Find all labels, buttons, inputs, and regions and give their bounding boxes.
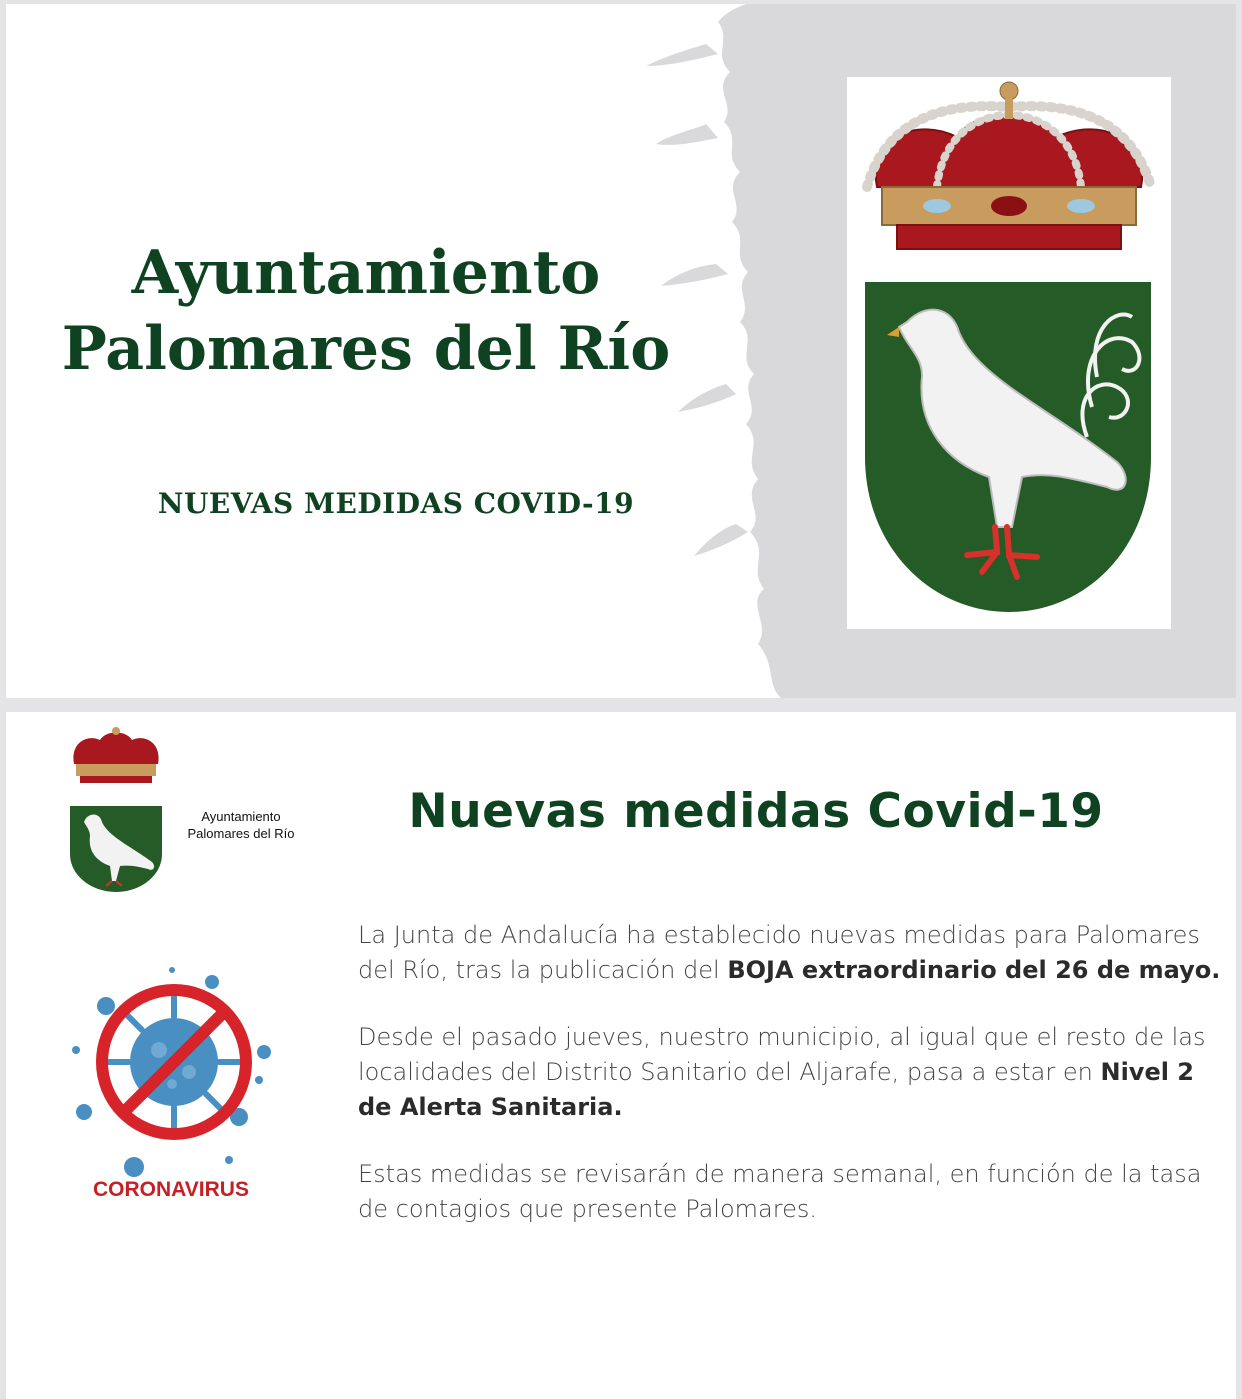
paragraph-2-text: Desde el pasado jueves, nuestro municipio, al igual que el resto de las localidades del Distrito Sanitario del Aljarafe, pasa a estar en [358,1023,1206,1086]
paragraph-2 [358,1020,1226,1125]
paragraph-3 [358,1157,1226,1227]
small-municipal-crest [66,726,166,892]
dove-shield-icon [865,282,1151,612]
page-title-line1: Ayuntamiento [131,238,601,308]
body-text [358,918,1226,1259]
page-subtitle: NUEVAS MEDIDAS COVID-19 [157,487,635,520]
paragraph-1-text: La Junta de Andalucía ha establecido nuevas medidas para Palomares del Río, tras la publicación del [358,921,1200,984]
paragraph-3-text: Estas medidas se revisarán de manera semanal, en función de la tasa de contagios que presente Palomares. [358,1160,1202,1223]
municipal-crest [847,77,1171,629]
crown-icon [73,727,158,783]
page-title-line2: Palomares del Río [61,314,671,384]
info-card [6,712,1236,1399]
section-heading: Nuevas medidas Covid-19 [408,784,1104,839]
brand-name-line1: Ayuntamiento [201,809,281,824]
top-banner [6,4,1236,698]
dove-shield-icon [70,806,162,892]
paragraph-2-bold: Nivel 2 de Alerta Sanitaria. [358,1058,1194,1121]
brand-name-line2: Palomares del Río [187,826,295,841]
paragraph-1-bold: BOJA extraordinario del 26 de mayo. [727,956,1221,984]
coronavirus-label: CORONAVIRUS [93,1178,249,1201]
paragraph-1 [358,918,1226,988]
